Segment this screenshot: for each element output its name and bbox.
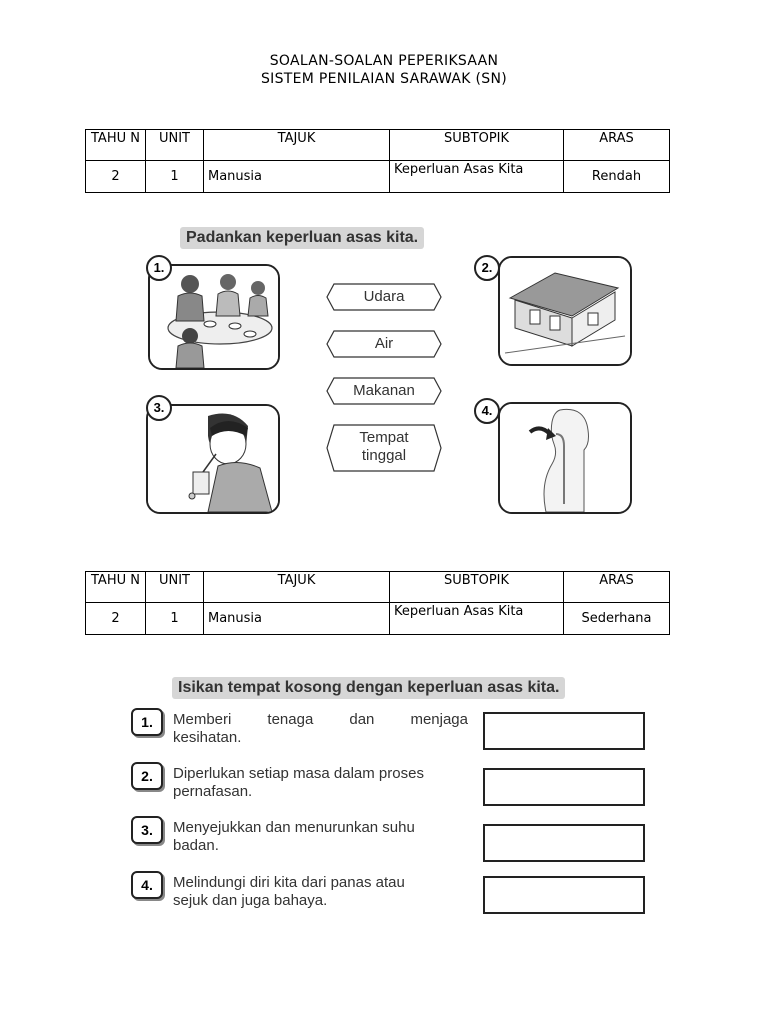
header-tahun: TAHU N [86,130,146,161]
header-subtopik: SUBTOPIK [390,130,564,161]
picture-frame-3 [146,404,280,514]
header-subtopik: SUBTOPIK [390,572,564,603]
answer-box-3[interactable] [483,824,645,862]
option-air: Air [374,335,394,352]
picture-frame-4 [498,402,632,514]
item-text-1-line1: Memberi tenaga dan menjaga [173,711,468,728]
family-eating-icon [150,266,278,368]
info-table-2 [85,571,670,635]
cell-tahun: 2 [86,603,146,635]
document-subtitle: SISTEM PENILAIAN SARAWAK (SN) [260,71,507,87]
header-aras: ARAS [564,130,670,161]
item-number-4: 4. [131,871,163,899]
item-number-3: 3. [131,816,163,844]
question2-instruction: Isikan tempat kosong dengan keperluan asas kita. [172,677,565,699]
item-text-3-line2: badan. [173,837,219,854]
header-tajuk: TAJUK [204,572,390,603]
item-text-1-line2: kesihatan. [173,729,242,746]
item-number-1: 1. [131,708,163,736]
option-udara: Udara [363,288,405,305]
breathing-icon [500,404,630,512]
cell-aras: Sederhana [564,603,670,635]
info-table-1 [85,129,670,193]
header-tajuk: TAJUK [204,130,390,161]
cell-unit: 1 [146,161,204,193]
cell-subtopik: Keperluan Asas Kita [390,161,564,193]
document-title: SOALAN-SOALAN PEPERIKSAAN [269,53,499,69]
item-number-2: 2. [131,762,163,790]
question1-instruction: Padankan keperluan asas kita. [180,227,424,249]
header-unit: UNIT [146,572,204,603]
answer-box-2[interactable] [483,768,645,806]
picture-number-1: 1. [146,255,172,281]
cell-tajuk: Manusia [204,603,390,635]
house-icon [500,258,630,364]
picture-frame-1 [148,264,280,370]
picture-number-2: 2. [474,255,500,281]
header-unit: UNIT [146,130,204,161]
header-aras: ARAS [564,572,670,603]
item-text-2-line1: Diperlukan setiap masa dalam proses [173,765,424,782]
item-text-4-line1: Melindungi diri kita dari panas atau [173,874,405,891]
answer-box-4[interactable] [483,876,645,914]
item-text-3-line1: Menyejukkan dan menurunkan suhu [173,819,415,836]
item-text-4-line2: sejuk dan juga bahaya. [173,892,328,909]
option-makanan: Makanan [353,382,415,399]
item-text-2-line2: pernafasan. [173,783,253,800]
option-tinggal: tinggal [361,447,407,464]
cell-tajuk: Manusia [204,161,390,193]
picture-number-3: 3. [146,395,172,421]
cell-aras: Rendah [564,161,670,193]
boy-drinking-icon [148,406,278,512]
picture-frame-2 [498,256,632,366]
cell-subtopik: Keperluan Asas Kita [390,603,564,635]
cell-unit: 1 [146,603,204,635]
cell-tahun: 2 [86,161,146,193]
option-tempat: Tempat [359,429,409,446]
header-tahun: TAHU N [86,572,146,603]
picture-number-4: 4. [474,398,500,424]
answer-box-1[interactable] [483,712,645,750]
